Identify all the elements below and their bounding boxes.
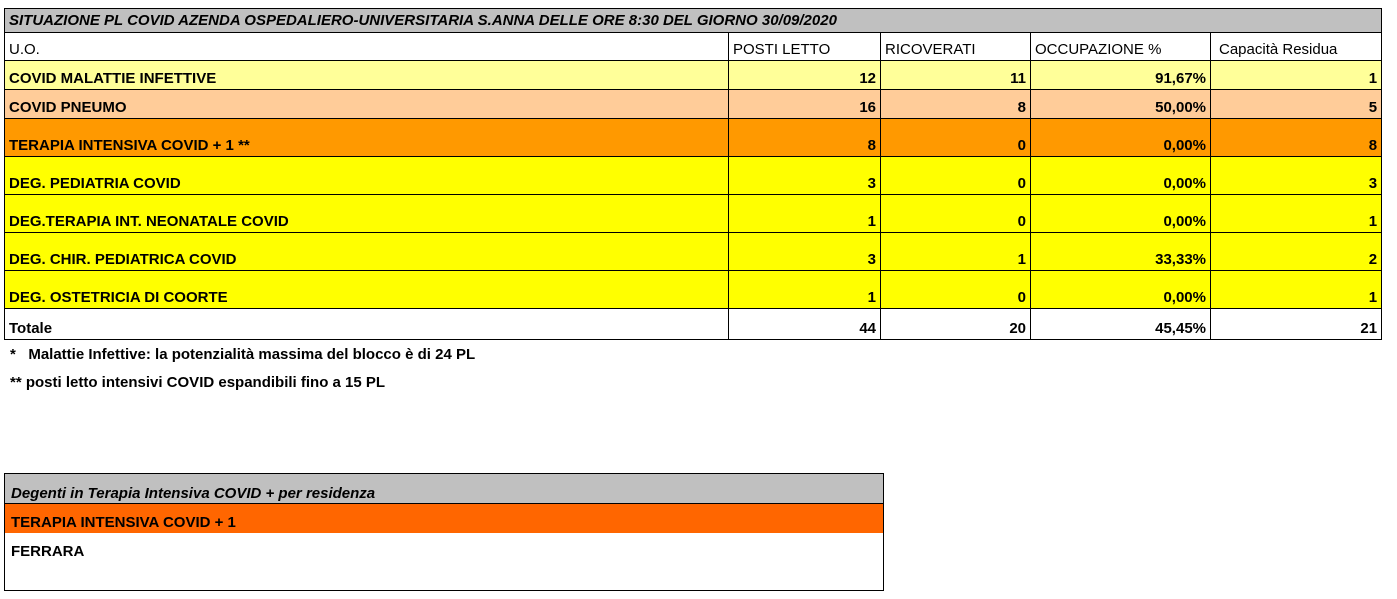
cell-occupazione: 0,00% [1031,271,1211,309]
footnote-posti-intensivi: ** posti letto intensivi COVID espandibili fino a 15 PL [10,374,386,391]
cell-posti: 1 [729,195,881,233]
total-row [5,309,1382,340]
header-posti-letto: POSTI LETTO [729,33,881,61]
cell-ricoverati: 1 [881,233,1031,271]
cell-uo: DEG. CHIR. PEDIATRICA COVID [5,233,729,271]
cell-uo: COVID PNEUMO [5,90,729,119]
cell-uo: TERAPIA INTENSIVA COVID + 1 ** [5,119,729,157]
cell-posti: 12 [729,61,881,90]
residence-table [4,473,884,591]
total-posti: 44 [729,309,881,340]
table-row [5,61,1382,90]
cell-uo: DEG. PEDIATRIA COVID [5,157,729,195]
cell-ricoverati: 0 [881,195,1031,233]
header-capacita-residua: Capacità Residua [1211,33,1382,61]
total-ricoverati: 20 [881,309,1031,340]
cell-capacita: 5 [1211,90,1382,119]
cell-ricoverati: 11 [881,61,1031,90]
residence-empty-row [5,562,884,591]
page-title: SITUAZIONE PL COVID AZENDA OSPEDALIERO-UNIVERSITARIA S.ANNA DELLE ORE 8:30 DEL GIORNO 30/09/2020 [5,9,1382,33]
residence-city-row [5,533,884,562]
cell-uo: DEG.TERAPIA INT. NEONATALE COVID [5,195,729,233]
covid-beds-table [4,8,1382,340]
residence-band-row [5,504,884,534]
total-capacita: 21 [1211,309,1382,340]
total-occupazione: 45,45% [1031,309,1211,340]
cell-capacita: 1 [1211,271,1382,309]
residence-title-row [5,474,884,504]
cell-capacita: 8 [1211,119,1382,157]
cell-capacita: 1 [1211,195,1382,233]
table-row [5,119,1382,157]
cell-uo: COVID MALATTIE INFETTIVE [5,61,729,90]
cell-ricoverati: 0 [881,157,1031,195]
cell-occupazione: 0,00% [1031,157,1211,195]
total-label: Totale [5,309,729,340]
cell-ricoverati: 0 [881,119,1031,157]
cell-occupazione: 91,67% [1031,61,1211,90]
header-ricoverati: RICOVERATI [881,33,1031,61]
cell-posti: 8 [729,119,881,157]
header-row [5,33,1382,61]
table-row [5,157,1382,195]
cell-occupazione: 33,33% [1031,233,1211,271]
header-uo: U.O. [5,33,729,61]
cell-ricoverati: 8 [881,90,1031,119]
cell-posti: 3 [729,157,881,195]
table-row [5,195,1382,233]
residence-band: TERAPIA INTENSIVA COVID + 1 [5,504,884,534]
header-occupazione: OCCUPAZIONE % [1031,33,1211,61]
cell-occupazione: 0,00% [1031,119,1211,157]
table-title-row [5,9,1382,33]
cell-posti: 16 [729,90,881,119]
table-row [5,271,1382,309]
cell-ricoverati: 0 [881,271,1031,309]
cell-capacita: 2 [1211,233,1382,271]
cell-posti: 3 [729,233,881,271]
table-row [5,233,1382,271]
residence-title: Degenti in Terapia Intensiva COVID + per residenza [5,474,884,504]
cell-capacita: 1 [1211,61,1382,90]
footnote-malattie-infettive: * Malattie Infettive: la potenzialità massima del blocco è di 24 PL [10,346,476,363]
cell-occupazione: 50,00% [1031,90,1211,119]
cell-capacita: 3 [1211,157,1382,195]
cell-occupazione: 0,00% [1031,195,1211,233]
residence-city: FERRARA [11,543,85,560]
table-row [5,90,1382,119]
cell-uo: DEG. OSTETRICIA DI COORTE [5,271,729,309]
cell-posti: 1 [729,271,881,309]
empty-cell [5,562,884,591]
